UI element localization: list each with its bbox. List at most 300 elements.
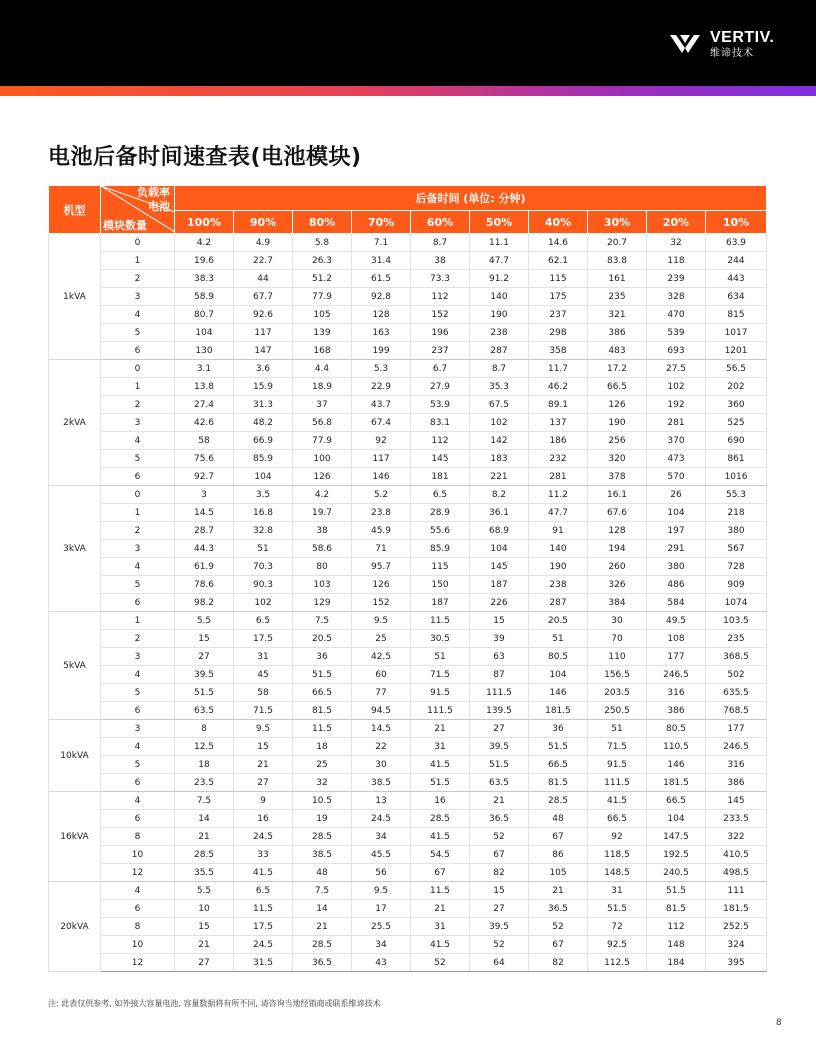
table-row: [49, 792, 767, 810]
backup-time-cell: 768.5: [706, 702, 767, 720]
backup-time-cell: 51.5: [588, 900, 647, 918]
backup-time-cell: 67.5: [470, 396, 529, 414]
backup-time-cell: 197: [647, 522, 706, 540]
table-row: [49, 630, 767, 648]
backup-time-cell: 20.5: [293, 630, 352, 648]
backup-time-cell: 861: [706, 450, 767, 468]
backup-time-cell: 89.1: [529, 396, 588, 414]
backup-time-cell: 177: [706, 720, 767, 738]
backup-time-cell: 91.5: [411, 684, 470, 702]
backup-time-cell: 246.5: [647, 666, 706, 684]
backup-time-table: [48, 185, 767, 972]
backup-time-cell: 145: [411, 450, 470, 468]
backup-time-cell: 30: [352, 756, 411, 774]
backup-time-cell: 240.5: [647, 864, 706, 882]
backup-time-cell: 6.5: [234, 612, 293, 630]
backup-time-cell: 20.7: [588, 234, 647, 252]
table-row: [49, 594, 767, 612]
backup-time-cell: 244: [706, 252, 767, 270]
backup-time-cell: 1017: [706, 324, 767, 342]
backup-time-cell: 235: [588, 288, 647, 306]
backup-time-cell: 3.6: [234, 360, 293, 378]
module-count-cell: 3: [101, 648, 175, 666]
backup-time-cell: 70: [588, 630, 647, 648]
backup-time-cell: 5.8: [293, 234, 352, 252]
backup-time-cell: 287: [470, 342, 529, 360]
backup-time-cell: 161: [588, 270, 647, 288]
backup-time-cell: 126: [352, 576, 411, 594]
backup-time-cell: 38.5: [293, 846, 352, 864]
model-cell: 1kVA: [49, 234, 101, 360]
table-row: [49, 810, 767, 828]
module-count-cell: 2: [101, 270, 175, 288]
table-row: [49, 702, 767, 720]
backup-time-cell: 105: [529, 864, 588, 882]
backup-time-cell: 112: [411, 288, 470, 306]
backup-time-cell: 51.2: [293, 270, 352, 288]
backup-time-cell: 226: [470, 594, 529, 612]
backup-time-cell: 181.5: [647, 774, 706, 792]
backup-time-cell: 635.5: [706, 684, 767, 702]
backup-time-cell: 140: [470, 288, 529, 306]
page-number: 8: [776, 1018, 782, 1028]
backup-time-cell: 61.5: [352, 270, 411, 288]
backup-time-cell: 17.5: [234, 630, 293, 648]
module-count-cell: 1: [101, 612, 175, 630]
module-count-cell: 5: [101, 684, 175, 702]
table-row: [49, 360, 767, 378]
backup-time-cell: 194: [588, 540, 647, 558]
header-load-4: 60%: [411, 211, 470, 234]
backup-time-cell: 31.4: [352, 252, 411, 270]
table-row: [49, 504, 767, 522]
backup-time-cell: 470: [647, 306, 706, 324]
module-count-cell: 4: [101, 432, 175, 450]
backup-time-cell: 410.5: [706, 846, 767, 864]
backup-time-cell: 67: [529, 828, 588, 846]
module-count-cell: 3: [101, 414, 175, 432]
backup-time-cell: 41.5: [411, 936, 470, 954]
backup-time-cell: 128: [588, 522, 647, 540]
backup-time-cell: 281: [647, 414, 706, 432]
backup-time-cell: 27: [234, 774, 293, 792]
backup-time-cell: 36: [529, 720, 588, 738]
backup-time-cell: 47.7: [529, 504, 588, 522]
backup-time-cell: 56.5: [706, 360, 767, 378]
backup-time-cell: 103: [293, 576, 352, 594]
backup-time-cell: 63: [470, 648, 529, 666]
backup-time-cell: 218: [706, 504, 767, 522]
backup-time-cell: 21: [529, 882, 588, 900]
backup-time-cell: 110: [588, 648, 647, 666]
backup-time-cell: 111: [706, 882, 767, 900]
backup-time-cell: 83.1: [411, 414, 470, 432]
table-row: [49, 252, 767, 270]
backup-time-cell: 360: [706, 396, 767, 414]
backup-time-cell: 10.5: [293, 792, 352, 810]
backup-time-cell: 12.5: [175, 738, 234, 756]
backup-time-cell: 102: [470, 414, 529, 432]
backup-time-cell: 55.3: [706, 486, 767, 504]
backup-time-cell: 27.9: [411, 378, 470, 396]
backup-time-cell: 168: [293, 342, 352, 360]
backup-time-cell: 139.5: [470, 702, 529, 720]
table-row: [49, 540, 767, 558]
backup-time-cell: 51: [411, 648, 470, 666]
backup-time-cell: 10: [175, 900, 234, 918]
backup-time-cell: 183: [470, 450, 529, 468]
backup-time-cell: 48: [529, 810, 588, 828]
backup-time-cell: 51.5: [175, 684, 234, 702]
backup-time-cell: 111.5: [470, 684, 529, 702]
backup-time-cell: 190: [529, 558, 588, 576]
header-load-rate: 负载率: [137, 186, 170, 199]
backup-time-cell: 175: [529, 288, 588, 306]
backup-time-cell: 238: [529, 576, 588, 594]
backup-time-cell: 27.4: [175, 396, 234, 414]
backup-time-cell: 384: [588, 594, 647, 612]
backup-time-cell: 21: [175, 828, 234, 846]
backup-time-cell: 44.3: [175, 540, 234, 558]
backup-time-cell: 111.5: [588, 774, 647, 792]
backup-time-cell: 21: [175, 936, 234, 954]
backup-time-cell: 75.6: [175, 450, 234, 468]
backup-time-cell: 45: [234, 666, 293, 684]
table-row: [49, 558, 767, 576]
backup-time-cell: 112.5: [588, 954, 647, 972]
backup-time-cell: 252.5: [706, 918, 767, 936]
backup-time-cell: 36.1: [470, 504, 529, 522]
module-count-cell: 0: [101, 360, 175, 378]
backup-time-cell: 148: [647, 936, 706, 954]
module-count-cell: 8: [101, 828, 175, 846]
backup-time-cell: 8.7: [470, 360, 529, 378]
table-row: [49, 918, 767, 936]
backup-time-cell: 27.5: [647, 360, 706, 378]
backup-time-cell: 146: [529, 684, 588, 702]
backup-time-cell: 163: [352, 324, 411, 342]
backup-time-cell: 41.5: [234, 864, 293, 882]
backup-time-cell: 27: [470, 900, 529, 918]
backup-time-cell: 82: [529, 954, 588, 972]
backup-time-cell: 18.9: [293, 378, 352, 396]
backup-time-cell: 6.5: [234, 882, 293, 900]
backup-time-cell: 81.5: [529, 774, 588, 792]
backup-time-cell: 13: [352, 792, 411, 810]
backup-time-cell: 58.9: [175, 288, 234, 306]
module-count-cell: 2: [101, 630, 175, 648]
backup-time-cell: 502: [706, 666, 767, 684]
backup-time-cell: 8.7: [411, 234, 470, 252]
backup-time-cell: 21: [470, 792, 529, 810]
backup-time-cell: 139: [293, 324, 352, 342]
backup-time-cell: 56: [352, 864, 411, 882]
backup-time-cell: 380: [706, 522, 767, 540]
backup-time-cell: 316: [647, 684, 706, 702]
backup-time-cell: 4.2: [293, 486, 352, 504]
backup-time-cell: 61.9: [175, 558, 234, 576]
backup-time-cell: 150: [411, 576, 470, 594]
backup-time-cell: 66.5: [647, 792, 706, 810]
backup-time-cell: 256: [588, 432, 647, 450]
backup-time-cell: 51.5: [470, 756, 529, 774]
backup-time-cell: 38: [293, 522, 352, 540]
backup-time-cell: 32.8: [234, 522, 293, 540]
backup-time-cell: 6.5: [411, 486, 470, 504]
backup-time-cell: 190: [470, 306, 529, 324]
backup-time-cell: 3.5: [234, 486, 293, 504]
backup-time-cell: 51: [588, 720, 647, 738]
backup-time-cell: 27: [470, 720, 529, 738]
backup-time-cell: 34: [352, 936, 411, 954]
backup-time-cell: 246.5: [706, 738, 767, 756]
backup-time-cell: 233.5: [706, 810, 767, 828]
backup-time-cell: 51.5: [529, 738, 588, 756]
backup-time-cell: 66.5: [588, 378, 647, 396]
backup-time-cell: 238: [470, 324, 529, 342]
backup-time-cell: 3: [175, 486, 234, 504]
backup-time-cell: 78.6: [175, 576, 234, 594]
backup-time-cell: 237: [529, 306, 588, 324]
backup-time-cell: 525: [706, 414, 767, 432]
module-count-cell: 1: [101, 504, 175, 522]
backup-time-cell: 9: [234, 792, 293, 810]
module-count-cell: 4: [101, 738, 175, 756]
backup-time-cell: 118.5: [588, 846, 647, 864]
module-count-cell: 5: [101, 756, 175, 774]
backup-time-cell: 14.5: [352, 720, 411, 738]
module-count-cell: 0: [101, 486, 175, 504]
backup-time-cell: 87: [470, 666, 529, 684]
backup-time-table-container: [48, 185, 766, 972]
backup-time-cell: 328: [647, 288, 706, 306]
backup-time-cell: 115: [411, 558, 470, 576]
backup-time-cell: 51: [234, 540, 293, 558]
backup-time-cell: 1016: [706, 468, 767, 486]
backup-time-cell: 498.5: [706, 864, 767, 882]
backup-time-cell: 15.9: [234, 378, 293, 396]
backup-time-cell: 92.5: [588, 936, 647, 954]
backup-time-cell: 260: [588, 558, 647, 576]
module-count-cell: 5: [101, 450, 175, 468]
brand-subtitle: 维谛技术: [710, 47, 754, 59]
backup-time-cell: 66.5: [293, 684, 352, 702]
backup-time-cell: 186: [529, 432, 588, 450]
backup-time-cell: 11.2: [529, 486, 588, 504]
backup-time-cell: 28.7: [175, 522, 234, 540]
module-count-cell: 1: [101, 252, 175, 270]
backup-time-cell: 52: [470, 936, 529, 954]
backup-time-cell: 15: [175, 630, 234, 648]
backup-time-cell: 203.5: [588, 684, 647, 702]
backup-time-cell: 31: [411, 918, 470, 936]
header-load-8: 20%: [647, 211, 706, 234]
backup-time-cell: 46.2: [529, 378, 588, 396]
backup-time-cell: 14.6: [529, 234, 588, 252]
table-row: [49, 864, 767, 882]
table-row: [49, 648, 767, 666]
backup-time-cell: 90.3: [234, 576, 293, 594]
backup-time-cell: 80: [293, 558, 352, 576]
backup-time-cell: 92: [352, 432, 411, 450]
table-row: [49, 774, 767, 792]
table-row: [49, 234, 767, 252]
module-count-cell: 8: [101, 918, 175, 936]
module-count-cell: 6: [101, 774, 175, 792]
backup-time-cell: 14: [175, 810, 234, 828]
backup-time-cell: 48.2: [234, 414, 293, 432]
model-cell: 2kVA: [49, 360, 101, 486]
backup-time-cell: 32: [647, 234, 706, 252]
module-count-cell: 4: [101, 882, 175, 900]
backup-time-cell: 4.4: [293, 360, 352, 378]
backup-time-cell: 22: [352, 738, 411, 756]
backup-time-cell: 239: [647, 270, 706, 288]
header-load-9: 10%: [706, 211, 767, 234]
backup-time-cell: 24.5: [234, 828, 293, 846]
backup-time-cell: 77.9: [293, 288, 352, 306]
backup-time-cell: 31.5: [234, 954, 293, 972]
backup-time-cell: 49.5: [647, 612, 706, 630]
backup-time-cell: 370: [647, 432, 706, 450]
backup-time-cell: 45.5: [352, 846, 411, 864]
backup-time-cell: 77.9: [293, 432, 352, 450]
backup-time-cell: 321: [588, 306, 647, 324]
backup-time-cell: 386: [706, 774, 767, 792]
backup-time-cell: 80.5: [529, 648, 588, 666]
backup-time-cell: 22.7: [234, 252, 293, 270]
backup-time-cell: 86: [529, 846, 588, 864]
backup-time-cell: 250.5: [588, 702, 647, 720]
backup-time-cell: 140: [529, 540, 588, 558]
table-row: [49, 900, 767, 918]
backup-time-cell: 1201: [706, 342, 767, 360]
backup-time-cell: 36: [293, 648, 352, 666]
table-row: [49, 846, 767, 864]
table-row: [49, 720, 767, 738]
backup-time-cell: 38.3: [175, 270, 234, 288]
backup-time-cell: 20.5: [529, 612, 588, 630]
backup-time-cell: 39.5: [470, 918, 529, 936]
backup-time-cell: 28.5: [175, 846, 234, 864]
table-row: [49, 306, 767, 324]
backup-time-cell: 8.2: [470, 486, 529, 504]
backup-time-cell: 60: [352, 666, 411, 684]
backup-time-cell: 104: [234, 468, 293, 486]
backup-time-cell: 5.2: [352, 486, 411, 504]
backup-time-cell: 80.7: [175, 306, 234, 324]
backup-time-cell: 66.5: [529, 756, 588, 774]
backup-time-cell: 91.2: [470, 270, 529, 288]
backup-time-cell: 443: [706, 270, 767, 288]
backup-time-cell: 63.9: [706, 234, 767, 252]
footnote: 注: 此表仅供参考, 如外接大容量电池, 容量数据将有所不同, 请咨询当地经销商或联系维谛技术: [48, 999, 381, 1008]
header-load-3: 70%: [352, 211, 411, 234]
table-row: [49, 414, 767, 432]
table-row: [49, 378, 767, 396]
backup-time-cell: 486: [647, 576, 706, 594]
table-row: [49, 738, 767, 756]
backup-time-cell: 92.7: [175, 468, 234, 486]
header-load-5: 50%: [470, 211, 529, 234]
backup-time-cell: 190: [588, 414, 647, 432]
module-count-cell: 6: [101, 468, 175, 486]
backup-time-cell: 83.8: [588, 252, 647, 270]
backup-time-cell: 67.7: [234, 288, 293, 306]
backup-time-cell: 52: [411, 954, 470, 972]
backup-time-cell: 192.5: [647, 846, 706, 864]
backup-time-cell: 58: [234, 684, 293, 702]
backup-time-cell: 8: [175, 720, 234, 738]
model-cell: 3kVA: [49, 486, 101, 612]
backup-time-cell: 5.5: [175, 882, 234, 900]
backup-time-cell: 41.5: [411, 756, 470, 774]
table-row: [49, 270, 767, 288]
module-count-cell: 5: [101, 324, 175, 342]
backup-time-cell: 11.5: [411, 882, 470, 900]
backup-time-cell: 181: [411, 468, 470, 486]
backup-time-cell: 67.4: [352, 414, 411, 432]
backup-time-cell: 570: [647, 468, 706, 486]
backup-time-cell: 37: [293, 396, 352, 414]
backup-time-cell: 147.5: [647, 828, 706, 846]
backup-time-cell: 316: [706, 756, 767, 774]
backup-time-cell: 9.5: [352, 612, 411, 630]
header-module-count: 模块数量: [103, 219, 147, 232]
backup-time-cell: 39: [470, 630, 529, 648]
backup-time-cell: 66.5: [588, 810, 647, 828]
backup-time-cell: 25.5: [352, 918, 411, 936]
backup-time-cell: 85.9: [411, 540, 470, 558]
backup-time-cell: 85.9: [234, 450, 293, 468]
backup-time-cell: 94.5: [352, 702, 411, 720]
backup-time-cell: 634: [706, 288, 767, 306]
backup-time-cell: 15: [470, 882, 529, 900]
model-cell: 20kVA: [49, 882, 101, 972]
backup-time-cell: 16.8: [234, 504, 293, 522]
backup-time-cell: 5.3: [352, 360, 411, 378]
backup-time-cell: 137: [529, 414, 588, 432]
backup-time-cell: 13.8: [175, 378, 234, 396]
backup-time-cell: 38.5: [352, 774, 411, 792]
backup-time-cell: 909: [706, 576, 767, 594]
backup-time-cell: 146: [352, 468, 411, 486]
backup-time-cell: 567: [706, 540, 767, 558]
module-count-cell: 6: [101, 810, 175, 828]
header-load-7: 30%: [588, 211, 647, 234]
backup-time-cell: 77: [352, 684, 411, 702]
backup-time-cell: 15: [234, 738, 293, 756]
backup-time-cell: 28.9: [411, 504, 470, 522]
backup-time-cell: 115: [529, 270, 588, 288]
backup-time-cell: 1074: [706, 594, 767, 612]
backup-time-cell: 21: [293, 918, 352, 936]
backup-time-cell: 72: [588, 918, 647, 936]
backup-time-cell: 322: [706, 828, 767, 846]
model-cell: 5kVA: [49, 612, 101, 720]
backup-time-cell: 17.5: [234, 918, 293, 936]
backup-time-cell: 690: [706, 432, 767, 450]
backup-time-cell: 117: [234, 324, 293, 342]
backup-time-cell: 145: [706, 792, 767, 810]
header-load-0: 100%: [175, 211, 234, 234]
header-diagonal: [101, 186, 175, 234]
backup-time-cell: 19.7: [293, 504, 352, 522]
table-row: [49, 342, 767, 360]
backup-time-cell: 117: [352, 450, 411, 468]
backup-time-cell: 9.5: [352, 882, 411, 900]
module-count-cell: 10: [101, 936, 175, 954]
